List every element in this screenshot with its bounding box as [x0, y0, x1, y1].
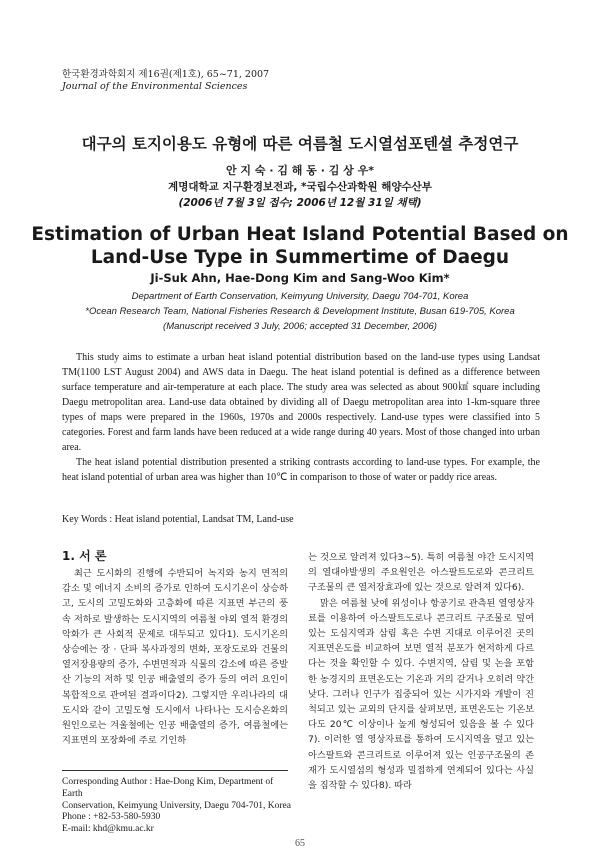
page-number: 65 [295, 838, 305, 849]
footnote-email: E-mail: khd@kmu.ac.kr [62, 824, 154, 835]
left-column-paragraph: 최근 도시화의 진행에 수반되어 녹지와 농지 면적의 감소 및 에너지 소비의 증가로 인하여 도시기온이 상승하고, 도시의 고밀도화와 고층화에 따른 지표면 부근의 풍속 저하로 발생하는 도시지역의 여름철 야외 열적 환경의 악화가 큰 사회적 문제로 대두되고 있다1). 도시기온의 상승에는 장 · 단파 복사과정의 변화, 포장도로와 건물의 열저장용량의 증가, 수변면적과 식물의 감소에 따른 증발산 기능의 저하 및 인공 배출열의 증가 등의 여러 요인이 복합적으로 관여된 결과이다2). 그렇지만 우리나라의 대도시와 같이 고밀도형 도시에서 나타나는 도시승온화의 원인으로는 겨울철에는 인공 배출열의 증가, 여름철에는 지표면의 포장화에 주로 기인하 [62, 568, 288, 747]
korean-received-date: (2006년 7월 3일 접수; 2006년 12월 31일 채택) [178, 197, 422, 209]
english-title-line-2: Land-Use Type in Summertime of Daegu [90, 247, 510, 268]
right-column-paragraph-1: 는 것으로 알려져 있다3~5). 특히 여름철 야간 도시지역의 열대야발생의 주요원인은 아스팔트도로와 콘크리트 구조물의 큰 열저장효과에 있는 것으로 알려져 있다6). [308, 552, 534, 594]
journal-citation: 한국환경과학회지 제16권(제1호), 65~71, 2007 [62, 69, 270, 80]
footnote-line-2: Conservation, Keimyung University, Daegu 704-701, Korea [62, 800, 291, 811]
abstract-paragraph-2: The heat island potential distribution presented a striking contrasts according to land-use types. For example, the heat island potential of urban area was higher than 10℃ in comparison to those of water or paddy rice areas. [62, 457, 540, 483]
keywords: Key Words : Heat island potential, Landsat TM, Land-use [62, 514, 294, 525]
abstract [62, 350, 540, 485]
english-affiliation-2: *Ocean Research Team, National Fisheries Research & Development Institute, Busan 619-705, Korea [85, 306, 515, 317]
english-authors: Ji-Suk Ahn, Hae-Dong Kim and Sang-Woo Kim* [150, 271, 450, 285]
korean-title: 대구의 토지이용도 유형에 따른 여름철 도시열섬포텐셜 추정연구 [81, 135, 519, 153]
corresponding-author-footnote [62, 777, 292, 836]
section-title-introduction: 1. 서 론 [62, 549, 107, 563]
english-title [0, 223, 600, 269]
body-left-column [62, 566, 288, 748]
footnote-divider [62, 770, 288, 771]
english-title-line-1: Estimation of Urban Heat Island Potential Based on [31, 224, 569, 245]
footnote-line-3: Phone : +82-53-580-5930 [62, 812, 161, 823]
right-column-paragraph-2: 맑은 여름철 낮에 위성이나 항공기로 관측된 열영상자료를 이용하여 아스팔트도로나 콘크리트 구조물로 덮여있는 도심지역과 삼림 혹은 수변 지대로 이루어진 곳의 지표면온도를 비교하여 보면 열적 분포가 현저하게 다르다는 것을 확인할 수 있다. 수변지역, 삼림 및 논을 포함한 농경지의 표면온도는 기온과 거의 같거나 오히려 약간 낮다. 그러나 인구가 집중되어 있는 시가지와 개발이 진척되고 있는 교외의 단지를 살펴보면, 표면온도는 기온보다도 20℃ 이상이나 높게 형성되어 있음을 볼 수 있다7). 이러한 열 영상자료를 통하여 도시지역을 덮고 있는 아스팔트와 콘크리트로 이루어져 있는 인공구조물의 존재가 도시열섬의 형성과 밀접하게 연계되어 있다는 사실을 짐작할 수 있다8). 따라 [308, 597, 534, 792]
korean-authors: 안 지 숙 · 김 해 동 · 김 상 우* [225, 164, 375, 177]
abstract-paragraph-1: This study aims to estimate a urban heat island potential distribution based on the land-use types using Landsat TM(1100 LST August 2004) and AWS data in Daegu. The heat island potential is defined as a difference between surface temperature and air-temperature at each place. The study area was selected as about 900㎢ square including Daegu metropolitan area. Land-use data obtained by dividing all of Daegu metropolitan area into 1-km-square three types of maps were prepared in the 1960s, 1970s and 2000s respectively. Land-use types were classified into 5 categories. Forest and farm lands have been reduced at a wide range during 40 years. Most of those changed into urban area. [62, 352, 540, 453]
journal-name: Journal of the Environmental Sciences [62, 81, 248, 92]
english-affiliation-1: Department of Earth Conservation, Keimyung University, Daegu 704-701, Korea [131, 291, 469, 302]
footnote-line-1: Corresponding Author : Hae-Dong Kim, Department of Earth [62, 777, 274, 799]
korean-affiliation: 계명대학교 지구환경보전과, *국립수산과학원 해양수산부 [168, 181, 432, 193]
body-right-column [308, 550, 534, 793]
english-received-date: (Manuscript received 3 July, 2006; accepted 31 December, 2006) [163, 321, 437, 332]
